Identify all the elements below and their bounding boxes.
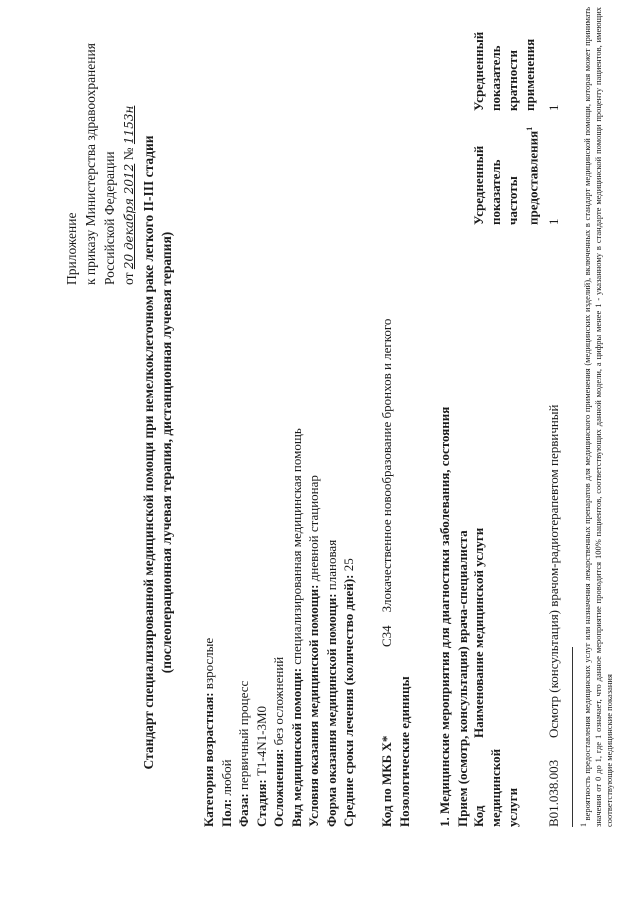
header-frequency-text: Усредненный показатель частоты предоставления xyxy=(471,130,541,225)
footnote-divider xyxy=(572,647,573,827)
param-value: любой xyxy=(218,759,234,796)
title-line-2: (послеоперационная лучевая терапия, дистанционная лучевая терапия) xyxy=(159,231,174,674)
handwritten-order-number: 1153н xyxy=(122,105,136,145)
param-row xyxy=(235,127,253,827)
appendix-line-1: Приложение xyxy=(64,212,79,285)
param-label: Фаза: xyxy=(236,793,251,827)
param-row xyxy=(200,127,218,827)
param-value: дневной стационар xyxy=(306,475,321,582)
handwritten-date: 20 декабря 2012 xyxy=(122,163,136,270)
footnote-ref: 1 xyxy=(525,126,534,131)
appendix-header xyxy=(62,15,139,285)
param-value: первичный процесс xyxy=(236,680,251,791)
param-row xyxy=(288,127,306,827)
appendix-line-3: Российской Федерации xyxy=(102,151,117,285)
header-frequency xyxy=(470,111,543,225)
param-row xyxy=(270,127,288,827)
footnote xyxy=(578,7,615,827)
section-subheading: Прием (осмотр, консультация) врача-специалиста xyxy=(454,530,470,827)
footnote-text: вероятность предоставления медицинских услуг или назначения лекарственных препаратов для медицинского применения (медицинских изделий), включенных в стандарт медицинской помощи, которая может принимать значения от 0 до 1, где 1 означает, что данное мероприятие проводится 100% пациентов, соответствующих данной модели, а цифры менее 1 - указанному в стандарте медицинской помощи проценту пациентов, имеющих соответствующие медицинские показания xyxy=(581,7,614,827)
table-row xyxy=(543,7,562,827)
param-value: плановая xyxy=(323,539,339,591)
table-header-row xyxy=(470,7,543,827)
param-value: взрослые xyxy=(201,637,216,690)
appendix-line-4 xyxy=(119,15,139,285)
header-code: Код медицинской услуги xyxy=(471,748,520,827)
title-line-1: Стандарт специализированной медицинской помощи при немелкоклеточном раке легкого II-III стадии xyxy=(141,135,156,770)
appendix-date-prefix: от xyxy=(121,272,136,285)
appendix-line-2: к приказу Министерства здравоохранения xyxy=(83,43,98,285)
icd-block xyxy=(378,47,414,827)
cell-name: Осмотр (консультация) врачом-радиотерапевтом первичный xyxy=(546,404,562,739)
param-label: Пол: xyxy=(218,798,234,827)
header-multiplicity: Усредненный показатель кратности применения xyxy=(471,31,537,111)
param-label: Стадия: xyxy=(253,779,269,827)
param-row xyxy=(305,127,323,827)
param-value: без осложнений xyxy=(271,656,286,746)
nosology-label: Нозологические единицы xyxy=(397,676,412,827)
icd-code: C34 xyxy=(379,625,394,647)
param-row xyxy=(340,127,358,827)
cell-frequency: 1 xyxy=(546,218,562,225)
header-name: Наименование медицинской услуги xyxy=(471,527,486,739)
cell-code: B01.038.003 xyxy=(546,759,562,827)
nosology-row xyxy=(396,47,414,827)
services-table xyxy=(470,7,562,827)
icd-code-label: Код по МКБ X* xyxy=(379,735,394,827)
param-label: Вид медицинской помощи: xyxy=(288,667,304,827)
param-row xyxy=(218,127,236,827)
document-title xyxy=(140,20,176,885)
param-label: Форма оказания медицинской помощи: xyxy=(323,593,339,827)
footnote-marker: 1 xyxy=(579,823,588,827)
appendix-number-sign: № xyxy=(121,147,136,161)
param-label: Категория возрастная: xyxy=(201,692,216,827)
icd-code-row xyxy=(378,47,396,827)
param-label: Условия оказания медицинской помощи: xyxy=(306,584,321,827)
param-value: T1-4N1-3M0 xyxy=(253,706,269,777)
param-label: Средние сроки лечения (количество дней): xyxy=(341,574,356,827)
param-row xyxy=(253,127,271,827)
icd-description: Злокачественное новообразование бронхов и легкого xyxy=(379,318,394,613)
standard-parameters xyxy=(200,127,358,827)
section-heading: 1. Медицинские мероприятия для диагностики заболевания, состояния xyxy=(437,406,452,827)
diagnostics-section xyxy=(436,7,471,827)
param-value: 25 xyxy=(341,558,356,572)
param-label: Осложнения: xyxy=(271,748,286,827)
cell-multiplicity: 1 xyxy=(546,104,562,111)
param-row xyxy=(323,127,341,827)
param-value: специализированная медицинская помощь xyxy=(288,428,304,665)
